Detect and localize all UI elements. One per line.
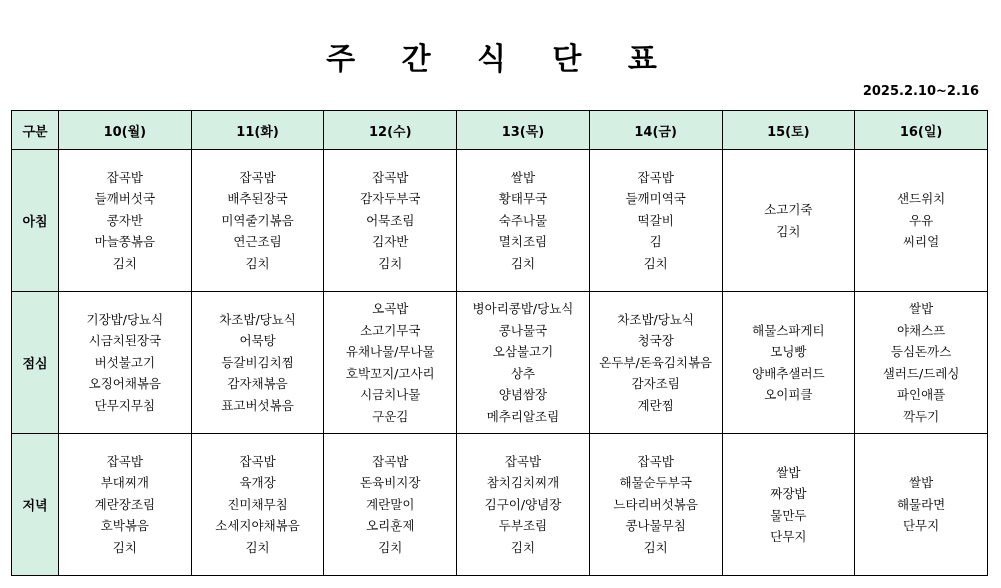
menu-cell <box>855 292 988 434</box>
menu-cell <box>722 150 855 292</box>
menu-item: 숙주나물 <box>498 212 548 228</box>
menu-item: 육개장 <box>239 475 276 491</box>
menu-item: 김치 <box>643 539 668 555</box>
menu-item: 김 <box>649 234 662 250</box>
menu-cell <box>589 434 722 576</box>
menu-item: 잡곡밥 <box>372 169 409 185</box>
menu-item: 두부조림 <box>498 518 548 534</box>
menu-cell <box>855 150 988 292</box>
menu-item: 김치 <box>510 539 536 555</box>
day-header: 14(금) <box>589 111 722 150</box>
menu-item: 감자두부국 <box>360 191 421 207</box>
menu-item: 잡곡밥 <box>106 169 143 185</box>
menu-item: 버섯불고기 <box>94 354 156 370</box>
menu-item: 계란찜 <box>637 397 674 413</box>
menu-item: 단무지 <box>902 518 940 534</box>
menu-item: 쌀밥 <box>909 301 934 316</box>
menu-item: 파인애플 <box>896 387 946 402</box>
menu-item: 콩나물무침 <box>625 518 686 534</box>
menu-item: 김치 <box>643 255 668 271</box>
menu-item: 샌드위치 <box>896 191 946 207</box>
menu-item: 깍두기 <box>902 408 940 424</box>
meal-row <box>12 292 988 434</box>
meal-label: 점심 <box>12 292 59 434</box>
menu-item: 모닝빵 <box>770 344 807 359</box>
menu-cell <box>59 434 192 576</box>
menu-item: 콩자반 <box>106 212 143 228</box>
menu-item: 미역줄기볶음 <box>221 212 294 228</box>
menu-cell <box>191 292 324 434</box>
menu-item: 콩나물국 <box>498 322 548 338</box>
menu-item: 오이피클 <box>764 387 813 402</box>
menu-item: 오삼불고기 <box>492 344 554 359</box>
menu-item: 잡곡밥 <box>106 453 143 469</box>
menu-item: 멸치조림 <box>498 234 548 250</box>
menu-item: 소고기죽 <box>764 202 813 217</box>
menu-cell <box>324 434 457 576</box>
menu-item: 김치 <box>776 223 801 239</box>
menu-cell <box>59 292 192 434</box>
menu-cell <box>722 434 855 576</box>
menu-item: 소고기무국 <box>360 322 421 338</box>
menu-cell <box>855 434 988 576</box>
day-header: 11(화) <box>191 111 324 150</box>
menu-item: 등갈비김치찜 <box>221 354 294 370</box>
menu-item: 짜장밥 <box>770 486 807 501</box>
menu-item: 계란장조림 <box>94 496 156 512</box>
menu-item: 어묵탕 <box>239 333 276 349</box>
menu-cell <box>589 292 722 434</box>
meal-row <box>12 434 988 576</box>
menu-cell <box>324 150 457 292</box>
menu-item: 표고버섯볶음 <box>221 397 294 413</box>
menu-item: 참치김치찌개 <box>486 475 560 491</box>
menu-item: 김자반 <box>372 234 409 250</box>
menu-cell <box>457 292 590 434</box>
menu-item: 씨리얼 <box>902 234 940 250</box>
date-range: 2025.2.10~2.16 <box>862 84 979 99</box>
day-header: 13(목) <box>457 111 590 150</box>
menu-item: 병아리콩밥/당뇨식 <box>472 301 574 316</box>
day-header: 16(일) <box>855 111 988 150</box>
menu-item: 잡곡밥 <box>637 169 674 185</box>
day-header: 10(월) <box>59 111 192 150</box>
menu-item: 마늘쫑볶음 <box>94 234 156 250</box>
day-header: 15(토) <box>722 111 855 150</box>
meal-row <box>12 150 988 292</box>
menu-item: 잡곡밥 <box>504 453 542 469</box>
menu-item: 김치 <box>245 539 270 555</box>
meal-label: 아침 <box>12 150 59 292</box>
menu-item: 김치 <box>112 255 137 271</box>
menu-item: 김치 <box>378 539 403 555</box>
menu-item: 감자채볶음 <box>227 376 288 392</box>
menu-item: 차조밥/당뇨식 <box>617 311 694 327</box>
menu-item: 김치 <box>112 539 137 555</box>
menu-item: 상추 <box>510 365 536 381</box>
menu-item: 쌀밥 <box>510 169 536 185</box>
menu-item: 잡곡밥 <box>637 453 674 469</box>
menu-item: 잡곡밥 <box>372 453 409 469</box>
menu-item: 쌀밥 <box>776 464 801 480</box>
menu-item: 배추된장국 <box>227 191 288 207</box>
menu-item: 양념쌈장 <box>498 387 548 402</box>
menu-item: 호박볶음 <box>100 518 149 534</box>
menu-item: 차조밥/당뇨식 <box>219 311 296 327</box>
menu-item: 물만두 <box>770 507 807 523</box>
menu-item: 우유 <box>909 212 934 228</box>
menu-item: 김치 <box>510 255 536 271</box>
page-title: 주 간 식 단 표 <box>326 42 675 77</box>
menu-item: 샐러드/드레싱 <box>882 365 960 381</box>
menu-cell <box>722 292 855 434</box>
menu-item: 청국장 <box>637 333 674 349</box>
menu-item: 시금치된장국 <box>88 333 162 349</box>
menu-item: 소세지야채볶음 <box>215 518 300 534</box>
menu-item: 돈육비지장 <box>360 475 421 491</box>
menu-item: 메추리알조림 <box>486 408 560 424</box>
menu-item: 야채스프 <box>896 322 946 338</box>
menu-cell <box>457 434 590 576</box>
menu-item: 쌀밥 <box>909 475 934 491</box>
menu-cell <box>589 150 722 292</box>
menu-item: 해물순두부국 <box>619 475 692 491</box>
menu-item: 김구이/양념장 <box>484 496 562 512</box>
menu-item: 황태무국 <box>498 191 548 207</box>
menu-item: 연근조림 <box>233 234 282 250</box>
menu-item: 오징어채볶음 <box>88 376 162 392</box>
header-row <box>12 111 988 150</box>
menu-cell <box>191 434 324 576</box>
menu-item: 구운김 <box>372 408 409 424</box>
menu-item: 양배추샐러드 <box>752 365 825 381</box>
menu-item: 잡곡밥 <box>239 169 276 185</box>
menu-item: 해물스파게티 <box>752 322 825 338</box>
menu-item: 김치 <box>378 255 403 271</box>
menu-item: 부대찌개 <box>100 475 149 491</box>
day-header: 12(수) <box>324 111 457 150</box>
menu-item: 감자조림 <box>631 376 680 392</box>
menu-item: 유채나물/무나물 <box>345 344 435 359</box>
menu-cell <box>324 292 457 434</box>
menu-cell <box>59 150 192 292</box>
menu-item: 떡갈비 <box>637 212 674 228</box>
menu-item: 느타리버섯볶음 <box>613 496 698 512</box>
menu-item: 잡곡밥 <box>239 453 276 469</box>
menu-item: 등심돈까스 <box>890 344 952 359</box>
menu-item: 계란말이 <box>366 496 415 512</box>
corner-header: 구분 <box>12 111 59 150</box>
meal-label: 저녁 <box>12 434 59 576</box>
menu-item: 오리훈제 <box>366 518 415 534</box>
menu-item: 어묵조림 <box>366 212 415 228</box>
menu-item: 진미채무침 <box>227 496 288 512</box>
menu-item: 온두부/돈육김치볶음 <box>599 354 713 370</box>
menu-item: 해물라면 <box>896 496 946 512</box>
menu-item: 들깨미역국 <box>625 191 686 207</box>
menu-item: 단무지 <box>770 529 807 544</box>
weekly-menu-table <box>11 110 988 576</box>
menu-item: 호박꼬지/고사리 <box>345 365 435 381</box>
menu-item: 기장밥/당뇨식 <box>86 311 164 327</box>
menu-cell <box>457 150 590 292</box>
menu-item: 시금치나물 <box>360 387 421 402</box>
menu-item: 오곡밥 <box>372 301 409 316</box>
menu-item: 들깨버섯국 <box>94 191 156 207</box>
menu-item: 단무지무침 <box>94 397 156 413</box>
menu-cell <box>191 150 324 292</box>
menu-item: 김치 <box>245 255 270 271</box>
